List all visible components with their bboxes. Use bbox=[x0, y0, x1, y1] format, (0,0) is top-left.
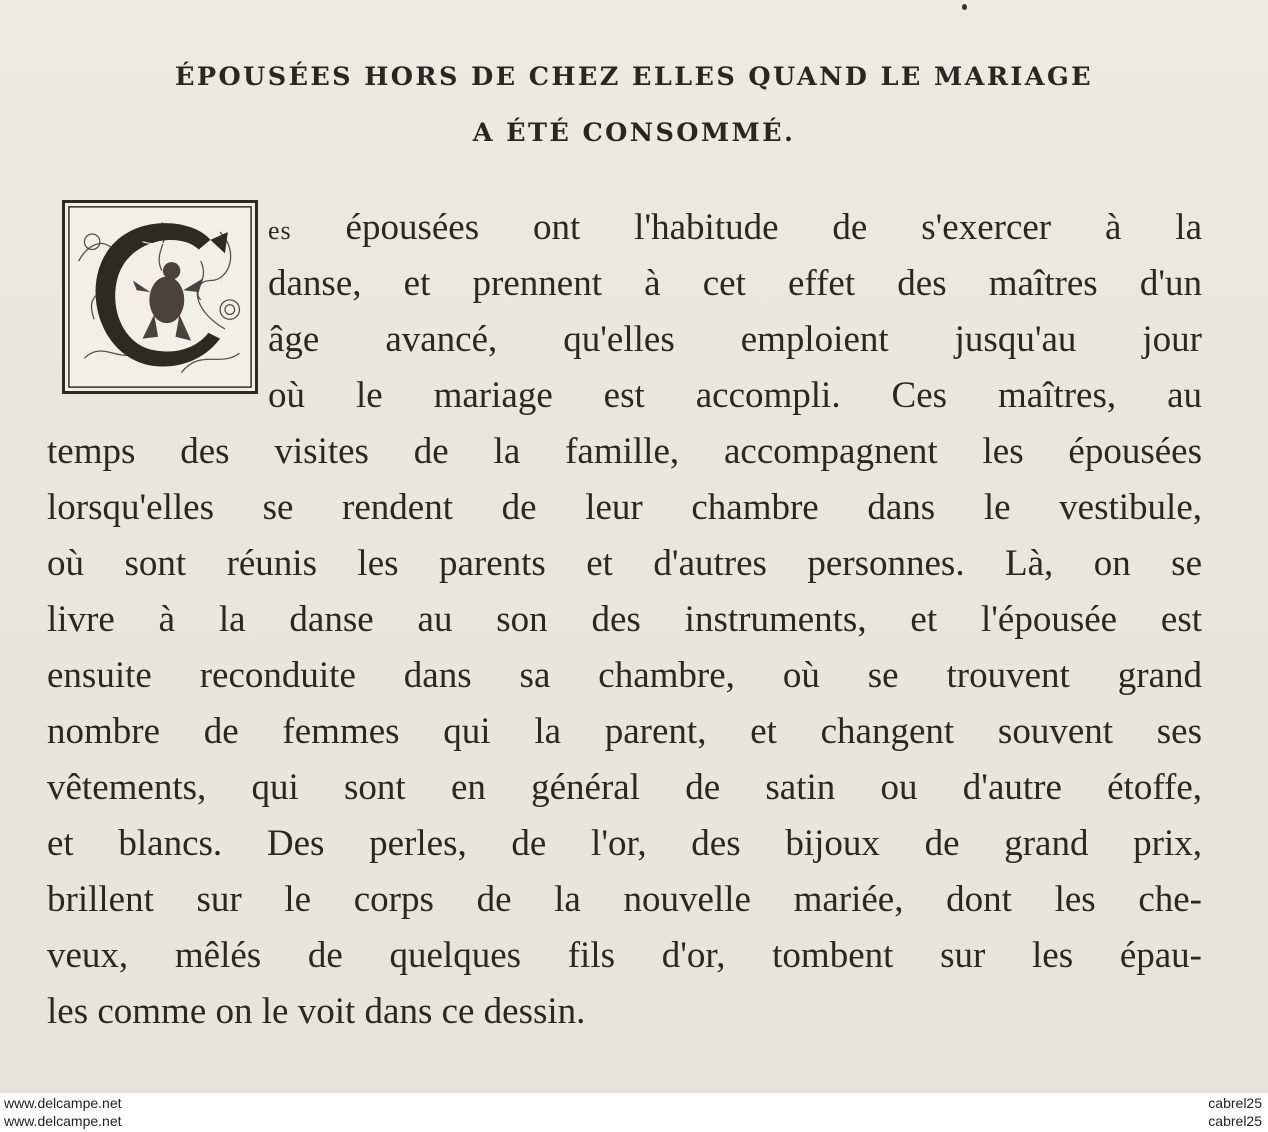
text-line-1-body: épousées ont l'habitude de s'exercer à la bbox=[291, 207, 1202, 248]
text-line-10: nombre de femmes qui la parent, et changent souvent ses bbox=[47, 711, 1202, 752]
drop-cap-illustration bbox=[65, 203, 255, 391]
text-line-13: brillent sur le corps de la nouvelle mariée, dont les che- bbox=[47, 879, 1202, 920]
text-line-12: et blancs. Des perles, de l'or, des bijoux de grand prix, bbox=[47, 823, 1202, 864]
text-line-14: veux, mêlés de quelques fils d'or, tombent sur les épau- bbox=[47, 935, 1202, 976]
text-line-3: âge avancé, qu'elles emploient jusqu'au jour bbox=[268, 319, 1202, 360]
text-line-11: vêtements, qui sont en général de satin ou d'autre étoffe, bbox=[47, 767, 1202, 808]
text-line-15: les comme on le voit dans ce dessin. bbox=[47, 991, 586, 1032]
watermark-user-2: cabrel25 bbox=[1208, 1113, 1262, 1129]
text-line-8: livre à la danse au son des instruments, et l'épousée est bbox=[47, 599, 1202, 640]
ink-speck bbox=[962, 4, 967, 10]
first-word-rest: es bbox=[268, 216, 292, 245]
watermark-site-1: www.delcampe.net bbox=[4, 1095, 122, 1111]
watermark-user-1: cabrel25 bbox=[1208, 1095, 1262, 1111]
text-line-6: lorsqu'elles se rendent de leur chambre dans le vestibule, bbox=[47, 487, 1202, 528]
ornate-drop-cap-c bbox=[62, 200, 258, 394]
text-line-9: ensuite reconduite dans sa chambre, où se trouvent grand bbox=[47, 655, 1202, 696]
text-line-2: danse, et prennent à cet effet des maîtres d'un bbox=[268, 263, 1202, 304]
text-line-5: temps des visites de la famille, accompagnent les épousées bbox=[47, 431, 1202, 472]
text-line-7: où sont réunis les parents et d'autres personnes. Là, on se bbox=[47, 543, 1202, 584]
text-line-1 bbox=[268, 206, 1202, 253]
text-line-4: où le mariage est accompli. Ces maîtres, au bbox=[268, 375, 1202, 416]
chapter-title-line-2: A ÉTÉ CONSOMMÉ. bbox=[472, 118, 796, 148]
watermark-strip bbox=[0, 1093, 1268, 1132]
watermark-site-2: www.delcampe.net bbox=[4, 1113, 122, 1129]
chapter-title-line-1: ÉPOUSÉES HORS DE CHEZ ELLES QUAND LE MARIAGE bbox=[175, 62, 1093, 92]
